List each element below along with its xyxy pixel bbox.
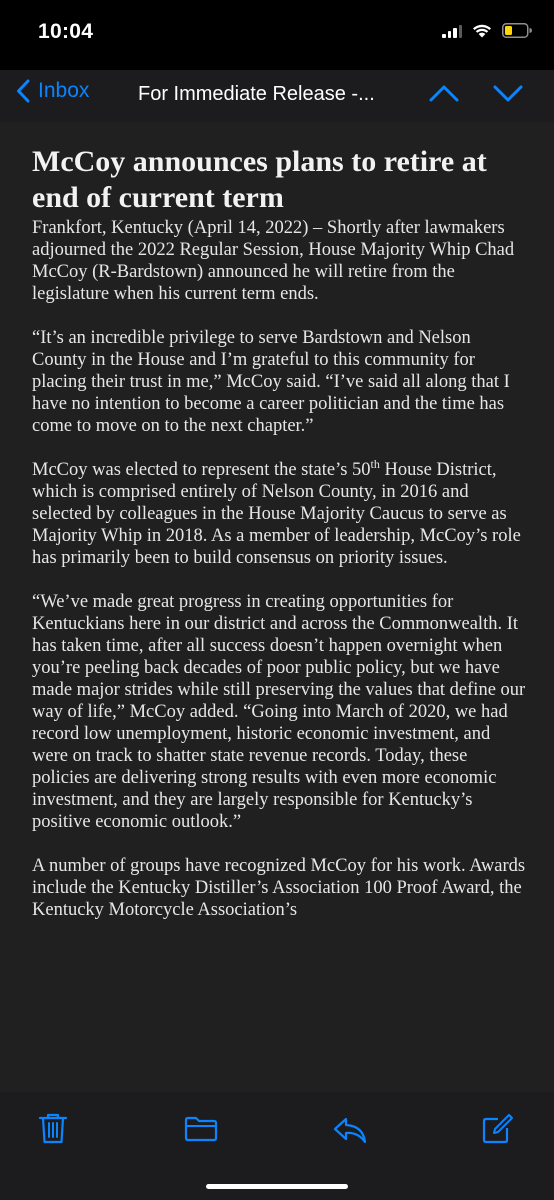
home-indicator[interactable] <box>206 1184 348 1189</box>
email-paragraph-4: “We’ve made great progress in creating opportunities for Kentuckians here in our district and across the Commonwealth. It has taken time, after all success doesn’t happen overnight when you’re peeling back decades of poor public policy, but we have made major strides while still preserving the values that define our way of life,” McCoy added. “Going into March of 2020, we had record low unemployment, historic economic investment, and were on track to shatter state revenue records. Today, these policies are delivering strong results with even more economic investment, and they are largely responsible for Kentucky’s positive economic outlook.” <box>32 592 526 832</box>
folder-icon <box>184 1116 218 1142</box>
chevron-down-icon <box>492 82 524 104</box>
move-to-folder-button[interactable] <box>184 1116 218 1147</box>
email-paragraph-2: “It’s an incredible privilege to serve Bardstown and Nelson County in the House and I’m grateful to this community for placing their trust in me,” McCoy said. “I’ve said all along that I have no intention to become a career politician and the time has come to move on to the next chapter.” <box>32 328 510 436</box>
email-subject-title: For Immediate Release -... <box>138 83 375 105</box>
reply-button[interactable] <box>332 1116 368 1149</box>
status-icons <box>442 23 532 38</box>
compose-button[interactable] <box>482 1114 514 1149</box>
email-paragraph-1: Frankfort, Kentucky (April 14, 2022) – Shortly after lawmakers adjourned the 2022 Regular Session, House Majority Whip Chad McCoy (R-Bardstown) announced he will retire from the legislature when his current term ends. <box>32 218 515 304</box>
status-bar <box>0 0 554 70</box>
previous-message-button[interactable] <box>428 82 460 109</box>
paragraph-3-text-a: McCoy was elected to represent the state’s 50 <box>32 460 371 480</box>
email-paragraph-3 <box>32 456 528 569</box>
next-message-button[interactable] <box>492 82 524 109</box>
battery-icon <box>502 23 532 38</box>
status-time: 10:04 <box>38 20 94 43</box>
trash-button[interactable] <box>38 1112 68 1149</box>
email-paragraph-5: A number of groups have recognized McCoy for his work. Awards include the Kentucky Distiller’s Association 100 Proof Award, the Kentucky Motorcycle Association’s <box>32 856 526 920</box>
chevron-left-icon <box>16 79 30 103</box>
back-button-label: Inbox <box>38 79 90 102</box>
email-headline: McCoy announces plans to retire at end of current term <box>32 145 487 214</box>
cellular-signal-icon <box>442 24 462 38</box>
back-to-inbox-button[interactable] <box>16 79 89 103</box>
paragraph-3-text-b: House District, which is comprised entirely of Nelson County, in 2016 and selected by colleagues in the House Majority Caucus to serve as Majority Whip in 2018. As a member of leadership, McCoy’s role has primarily been to build consensus on priority issues. <box>32 460 521 568</box>
ordinal-suffix: th <box>370 456 380 471</box>
reply-icon <box>332 1116 368 1144</box>
compose-icon <box>482 1114 514 1144</box>
nav-bar <box>0 70 554 122</box>
wifi-icon <box>472 23 492 38</box>
trash-icon <box>38 1112 68 1144</box>
chevron-up-icon <box>428 82 460 104</box>
email-body[interactable] <box>0 122 554 1092</box>
